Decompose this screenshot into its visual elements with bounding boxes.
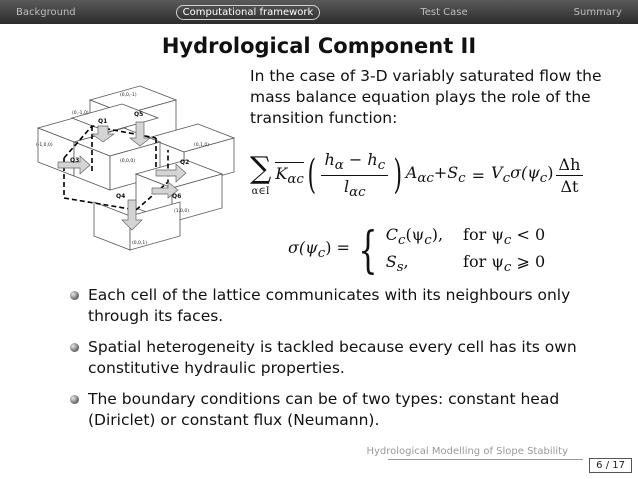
mass-balance-equation [250,140,630,210]
case1-value: $C_c(\psi_c)$, [385,224,444,248]
slide-title: Hydrological Component II [161,34,477,58]
bullet-dot-icon [70,395,79,404]
coord-label-right: (0,1,0) [194,143,209,148]
flux-label-q3: Q3 [70,157,80,164]
bullet-item: Spatial heterogeneity is tackled because every cell has its own constitutive hydraulic properties. [70,337,610,379]
case2-value: $S_s$, [385,252,409,276]
fraction-denominator: $l_{\alpha c}$ [344,176,366,200]
coord-label-front: (1,0,0) [174,209,189,214]
flux-label-q6: Q6 [172,193,182,200]
nav-summary[interactable]: Summary [573,6,622,18]
summation [250,150,272,197]
nav-computational-framework[interactable]: Computational framework [176,5,321,20]
bullet-dot-icon [70,343,79,352]
head-gradient-fraction [321,150,388,199]
footer-title: Hydrological Modelling of Slope Stability [366,446,568,457]
time-derivative-fraction [556,155,584,196]
page-number: 6 / 17 [589,458,632,473]
bullet-dot-icon [70,291,79,300]
sigma-definition [288,222,618,278]
bullet-list [70,285,610,441]
case1-condition: for $\psi_c < 0$ [463,224,546,248]
sigma-term: $\sigma(\psi_c)$ [510,163,554,187]
bullet-item: Each cell of the lattice communicates with its neighbours only through its faces. [70,285,610,327]
conductivity-term: $K_{\alpha c}$ [275,164,304,188]
coord-label-left: (-1,0,0) [36,143,53,148]
coord-label-back: (0,-1,0) [72,111,89,116]
flux-label-q5: Q5 [134,111,144,118]
source-term: $+S_c$ [433,163,466,187]
bullet-item: The boundary conditions can be of two types: constant head (Diriclet) or constant flux (Neumann). [70,389,610,431]
fraction-numerator: $h_\alpha - h_c$ [321,150,388,175]
area-term: $A_{\alpha c}$ [405,163,434,187]
coord-label-center: (0,0,0) [120,159,135,164]
dh-numerator: Δh [556,155,584,176]
dt-denominator: Δt [560,176,579,196]
nav-test-case[interactable]: Test Case [420,6,468,18]
piecewise-cases [386,225,545,275]
case2-condition: for $\psi_c$ ⩾ 0 [463,252,546,276]
footer-divider [388,459,583,460]
coord-label-top: (0,0,-1) [120,93,137,98]
sum-symbol: ∑ [250,150,272,186]
left-paren: ( [307,152,316,198]
left-brace: { [358,221,378,279]
flux-label-q2: Q2 [180,159,190,166]
right-paren: ) [393,152,403,198]
coord-label-bottom: (0,0,1) [132,241,147,246]
sigma-lhs: $\sigma(\psi_c)$ = [288,238,350,262]
intro-paragraph: In the case of 3-D variably saturated flow the mass balance equation plays the role of the transition function: [250,67,602,127]
sum-subscript: α∈I [251,185,270,197]
flux-label-q1: Q1 [98,118,108,125]
cellular-automaton-cube-diagram [28,78,236,270]
nav-background[interactable]: Background [16,6,76,18]
equals-sign: = [471,165,486,185]
section-navbar [0,0,638,24]
cube-bottom-front [94,202,130,250]
volume-term: $V_c$ [491,163,511,187]
flux-label-q4: Q4 [116,193,126,200]
